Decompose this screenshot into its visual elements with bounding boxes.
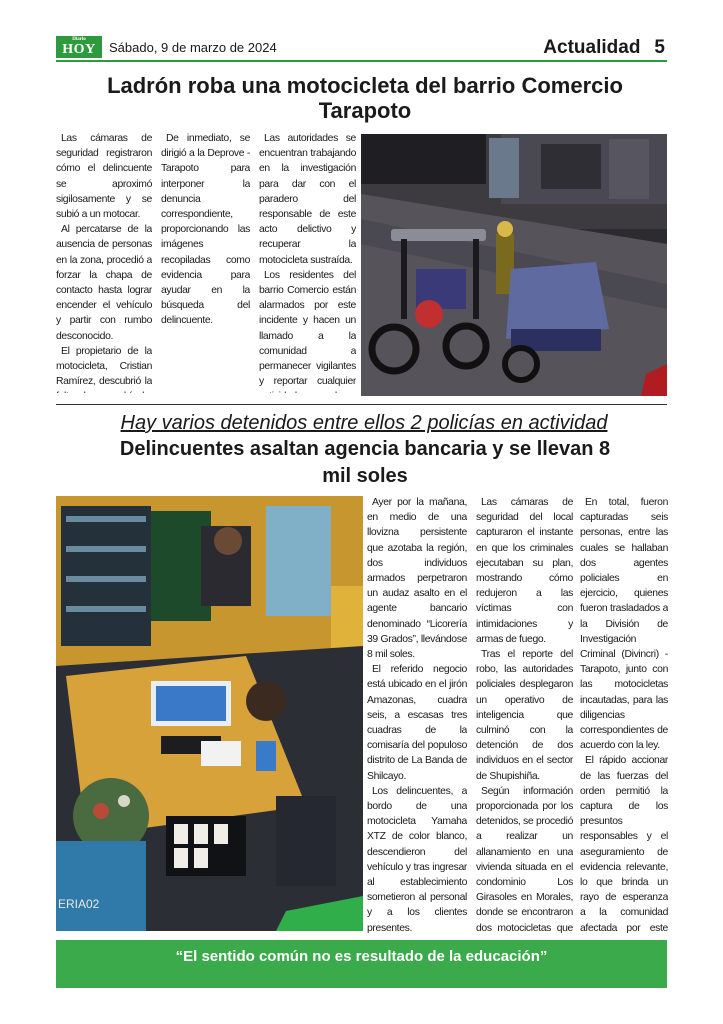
article1-paragraph: Las cámaras de seguridad registraron cómo el delincuente se aproximó sigilosamente y se subió a un motocar.: [56, 133, 152, 221]
page-number: 5: [654, 37, 665, 58]
article2-paragraph: Según información proporcionada por los detenidos, se procedió a realizar un allanamiento en una vivienda situada en el condominio Los Girasoles en Morales, donde se encontraron dos motocicletas que: [476, 785, 573, 934]
logo-small-text: Diario: [72, 37, 86, 42]
article2-kicker: Hay varios detenidos entre ellos 2 policías en actividad: [120, 412, 608, 434]
article1-photo: [361, 134, 667, 396]
article-divider: [56, 404, 667, 405]
article2-photo: [56, 496, 363, 931]
issue-date: Sábado, 9 de marzo de 2024: [109, 40, 277, 55]
article2-column-3: [580, 495, 668, 935]
footer-quote-banner: [56, 940, 667, 988]
article2-column-1: [367, 495, 467, 935]
article2-paragraph: Ayer por la mañana, en medio de una llovizna persistente que azotaba la región, dos individuos armados perpetraron un audaz asalto en el agente bancario denominado “Licorería 39 Grados”, llevándose 8 mil soles.: [367, 497, 467, 661]
article1-column-3: [259, 131, 356, 393]
article1-title: Ladrón roba una motocicleta del barrio Comercio Tarapoto: [107, 73, 623, 123]
logo-big-text: HOY: [62, 42, 96, 57]
article2-paragraph: Tras el reporte del robo, las autoridades policiales desplegaron un operativo de inteligencia que culminó con la detención de dos individuos en el sector de Shupishiña.: [476, 649, 573, 782]
footer-quote-text: “El sentido común no es resultado de la educación”: [175, 948, 548, 965]
article1-paragraph: Las autoridades se encuentran trabajando en la investigación para dar con el paradero del responsable de este acto delictivo y recuperar la motocicleta sustraída.: [259, 133, 356, 266]
store-cctv-image: [56, 496, 363, 931]
article2-paragraph: Las cámaras de seguridad del local capturaron el instante en que los criminales ejecutaban su plan, mostrando cómo redujeron a las víctimas con intimidaciones y armas de fuego.: [476, 497, 573, 645]
article1-paragraph: De inmediato, se dirigió a la Deprove - Tarapoto para interponer la denuncia correspondiente, proporcionando las imágenes recopiladas como evidencia para ayudar en la búsqueda del delincuente.: [161, 133, 250, 327]
section-header: [543, 37, 665, 59]
article2-paragraph: Los delincuentes, a bordo de una motocicleta Yamaha XTZ de color blanco, descendieron del vehículo y tras ingresar al establecimiento sometieron al personal y a los clientes presentes.: [367, 785, 467, 934]
article1-paragraph: El propietario de la motocicleta, Cristian Ramírez, descubrió la: [56, 345, 152, 388]
night-street-motocar-image: [361, 134, 667, 396]
article1-paragraph: Los residentes del barrio Comercio están alarmados por este incidente y hacen un llamado a la comunidad a permanecer vigilantes y reportar cualquier: [259, 269, 356, 388]
article2-paragraph: El rápido accionar de las fuerzas del orden permitió la captura de los presuntos responsables y el aseguramiento de evidencia relevante, lo que brinda un rayo de esperanza a la comunidad afectada por este: [580, 755, 668, 934]
newspaper-logo: [56, 36, 102, 58]
article1-column-2b: [161, 131, 250, 393]
article2-column-2: [476, 495, 573, 935]
article2-paragraph: En total, fueron capturadas seis personas, entre las cuales se hallaban dos agentes policiales en ejercicio, quienes fueron trasladados a la División de Investigación Criminal (Divincri) - Tarapoto, junto con las motocicletas incautadas, para las diligencias correspondientes de acuerdo con la ley.: [580, 497, 668, 752]
section-name: Actualidad: [543, 37, 641, 58]
article2-title: Delincuentes asaltan agencia bancaria y se llevan 8 mil soles: [119, 438, 611, 487]
article1-column-1: [56, 131, 152, 393]
article2-paragraph: El referido negocio está ubicado en el jirón Amazonas, cuadra seis, a escasas tres cuadras de la comisaría del populoso distrito de La Banda de Shilcayo.: [367, 664, 467, 782]
article1-paragraph: Al percatarse de la ausencia de personas en la zona, procedió a forzar la chapa de contacto hasta lograr encender el vehículo y partir con rumbo desconocido.: [56, 224, 152, 342]
cctv-camera-label: ERIA02: [58, 897, 100, 911]
header-rule: [56, 60, 667, 62]
